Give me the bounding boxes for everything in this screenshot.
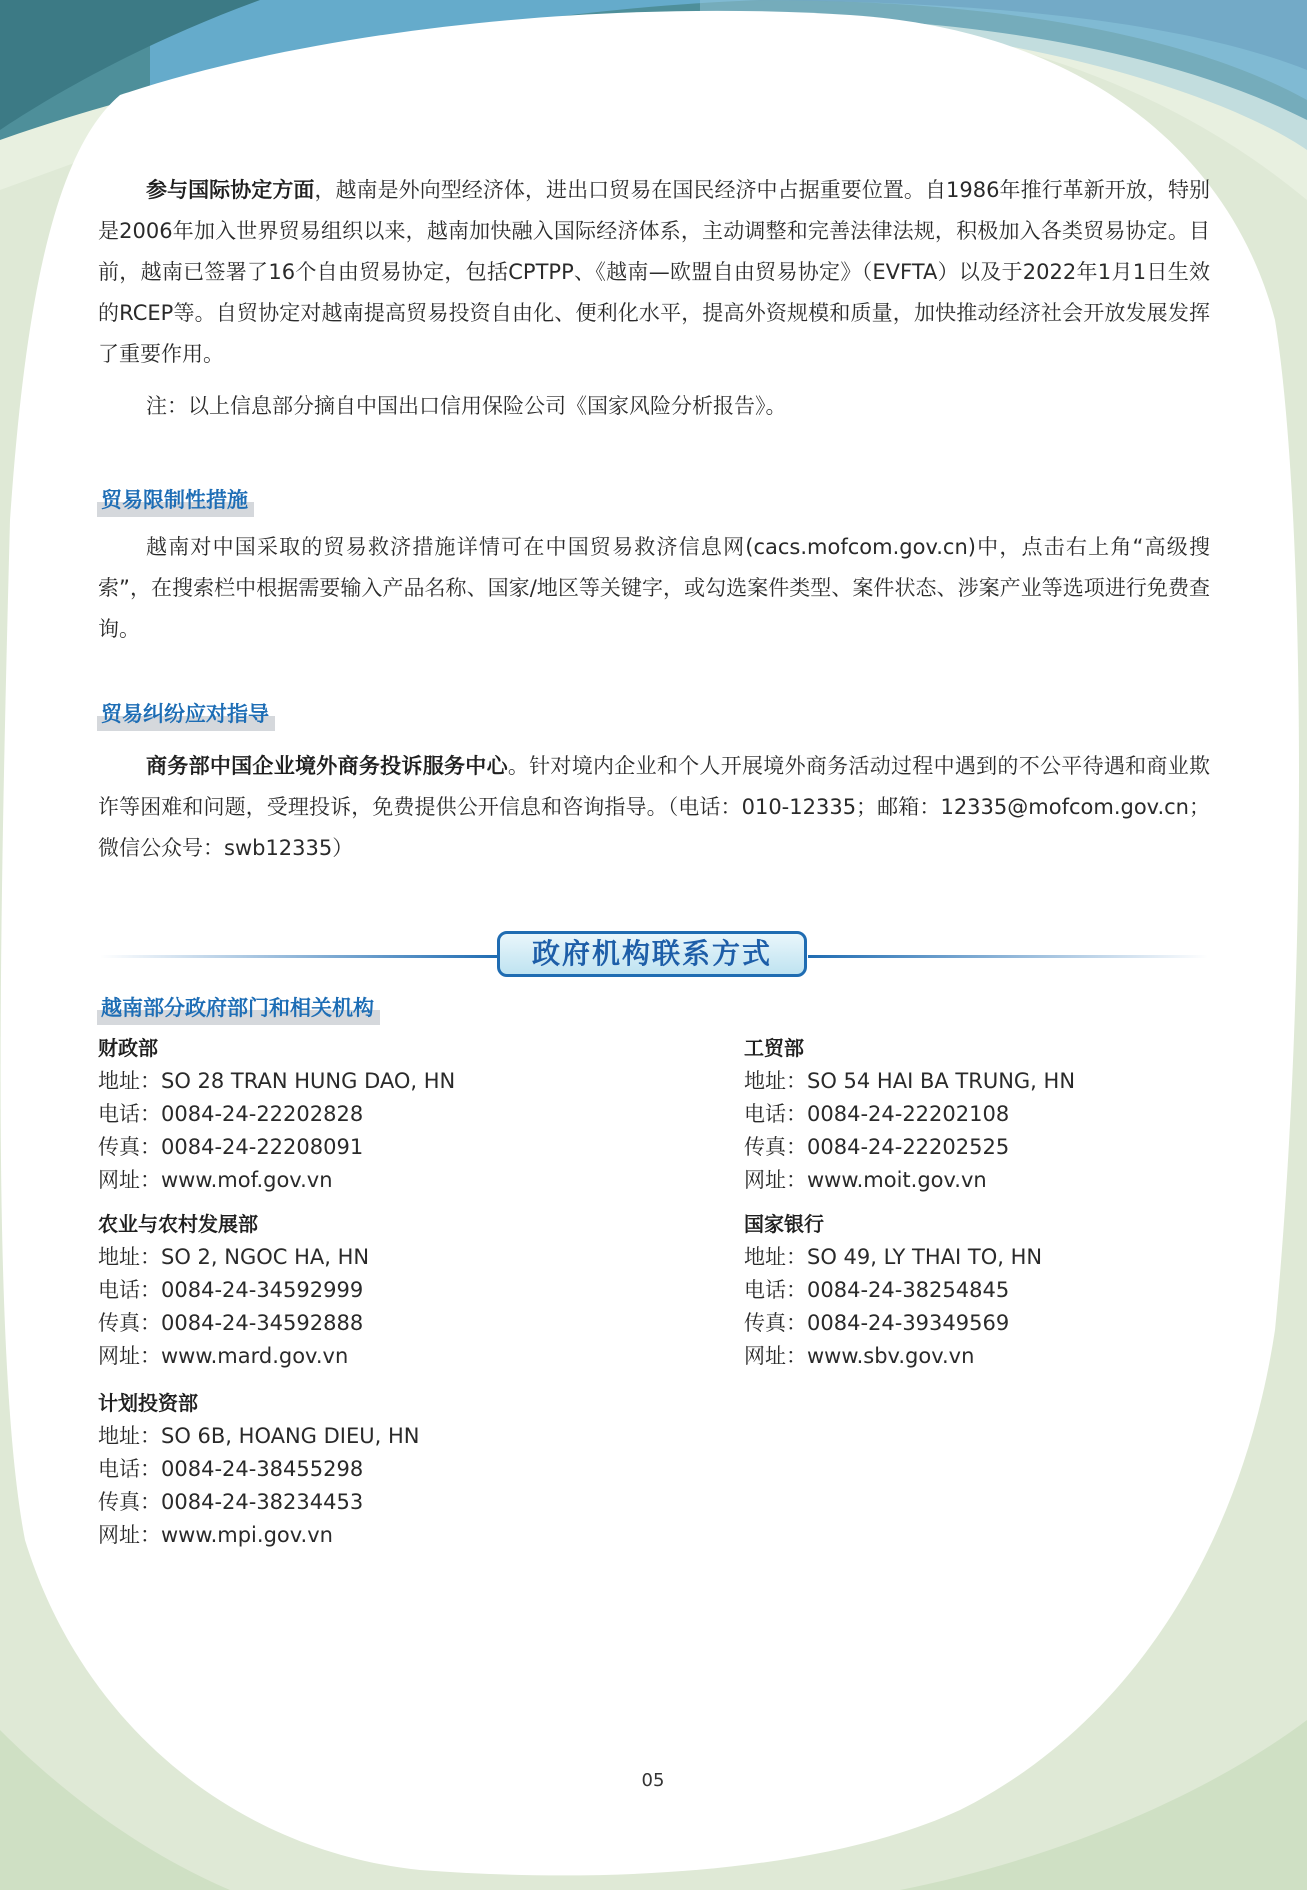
dispute-bold-lead: 商务部中国企业境外商务投诉服务中心 bbox=[146, 754, 508, 778]
org-name: 国家银行 bbox=[744, 1212, 824, 1236]
org-website: 网址：www.mard.gov.vn bbox=[98, 1344, 349, 1368]
org-fax: 传真：0084-24-39349569 bbox=[744, 1311, 1010, 1335]
section-heading-trade-restriction: 贸易限制性措施 bbox=[97, 486, 254, 514]
org-fax: 传真：0084-24-38234453 bbox=[98, 1490, 364, 1514]
org-website: 网址：www.mof.gov.vn bbox=[98, 1168, 333, 1192]
org-address: 地址：SO 6B, HOANG DIEU, HN bbox=[98, 1424, 420, 1448]
org-address: 地址：SO 49, LY THAI TO, HN bbox=[744, 1245, 1043, 1269]
org-phone: 电话：0084-24-38455298 bbox=[98, 1457, 364, 1481]
org-fax: 传真：0084-24-34592888 bbox=[98, 1311, 364, 1335]
banner-line-right bbox=[808, 955, 1208, 958]
org-address: 地址：SO 2, NGOC HA, HN bbox=[98, 1245, 370, 1269]
org-ministry-of-finance bbox=[98, 1032, 658, 1197]
org-phone: 电话：0084-24-38254845 bbox=[744, 1278, 1010, 1302]
org-website: 网址：www.sbv.gov.vn bbox=[744, 1344, 975, 1368]
org-website: 网址：www.moit.gov.vn bbox=[744, 1168, 987, 1192]
trade-restriction-paragraph: 越南对中国采取的贸易救济措施详情可在中国贸易救济信息网(cacs.mofcom.gov.cn)中，点击右上角“高级搜索”，在搜索栏中根据需要输入产品名称、国家/地区等关键字，或勾选案件类型、案件状态、涉案产业等选项进行免费查询。 bbox=[98, 535, 1210, 641]
org-phone: 电话：0084-24-34592999 bbox=[98, 1278, 364, 1302]
intro-bold-lead: 参与国际协定方面 bbox=[146, 178, 315, 202]
org-ministry-of-industry-trade bbox=[744, 1032, 1304, 1197]
trade-dispute-paragraph bbox=[98, 746, 1210, 869]
section-heading-trade-dispute: 贸易纠纷应对指导 bbox=[97, 700, 275, 728]
org-name: 财政部 bbox=[98, 1036, 158, 1060]
org-ministry-of-agriculture bbox=[98, 1208, 658, 1373]
source-note: 注：以上信息部分摘自中国出口信用保险公司《国家风险分析报告》。 bbox=[146, 394, 787, 418]
org-phone: 电话：0084-24-22202828 bbox=[98, 1102, 364, 1126]
org-name: 工贸部 bbox=[744, 1036, 804, 1060]
org-state-bank bbox=[744, 1208, 1304, 1373]
org-name: 计划投资部 bbox=[98, 1391, 198, 1415]
org-phone: 电话：0084-24-22202108 bbox=[744, 1102, 1010, 1126]
banner-line-left bbox=[100, 955, 500, 958]
org-ministry-of-planning-investment bbox=[98, 1387, 658, 1552]
page-number: 05 bbox=[641, 1770, 665, 1791]
intro-text: ，越南是外向型经济体，进出口贸易在国民经济中占据重要位置。自1986年推行革新开放，特别是2006年加入世界贸易组织以来，越南加快融入国际经济体系，主动调整和完善法律法规，积极加入各类贸易协定。目前，越南已签署了16个自由贸易协定，包括CPTPP、《越南—欧盟自由贸易协定》（EVFTA）以及于2022年1月1日生效的RCEP等。自贸协定对越南提高贸易投资自由化、便利化水平，提高外资规模和质量，加快推动经济社会开放发展发挥了重要作用。 bbox=[98, 178, 1210, 366]
contacts-banner: 政府机构联系方式 bbox=[497, 931, 807, 977]
org-fax: 传真：0084-24-22202525 bbox=[744, 1135, 1010, 1159]
org-website: 网址：www.mpi.gov.vn bbox=[98, 1523, 333, 1547]
org-name: 农业与农村发展部 bbox=[98, 1212, 258, 1236]
org-address: 地址：SO 54 HAI BA TRUNG, HN bbox=[744, 1069, 1076, 1093]
org-address: 地址：SO 28 TRAN HUNG DAO, HN bbox=[98, 1069, 456, 1093]
intro-paragraph bbox=[98, 170, 1210, 375]
dispute-text: 。针对境内企业和个人开展境外商务活动过程中遇到的不公平待遇和商业欺诈等困难和问题，受理投诉，免费提供公开信息和咨询指导。（电话：010-12335；邮箱：12335@mofcom.gov.cn；微信公众号：swb12335） bbox=[98, 754, 1210, 860]
section-heading-agencies: 越南部分政府部门和相关机构 bbox=[97, 994, 380, 1022]
org-fax: 传真：0084-24-22208091 bbox=[98, 1135, 364, 1159]
